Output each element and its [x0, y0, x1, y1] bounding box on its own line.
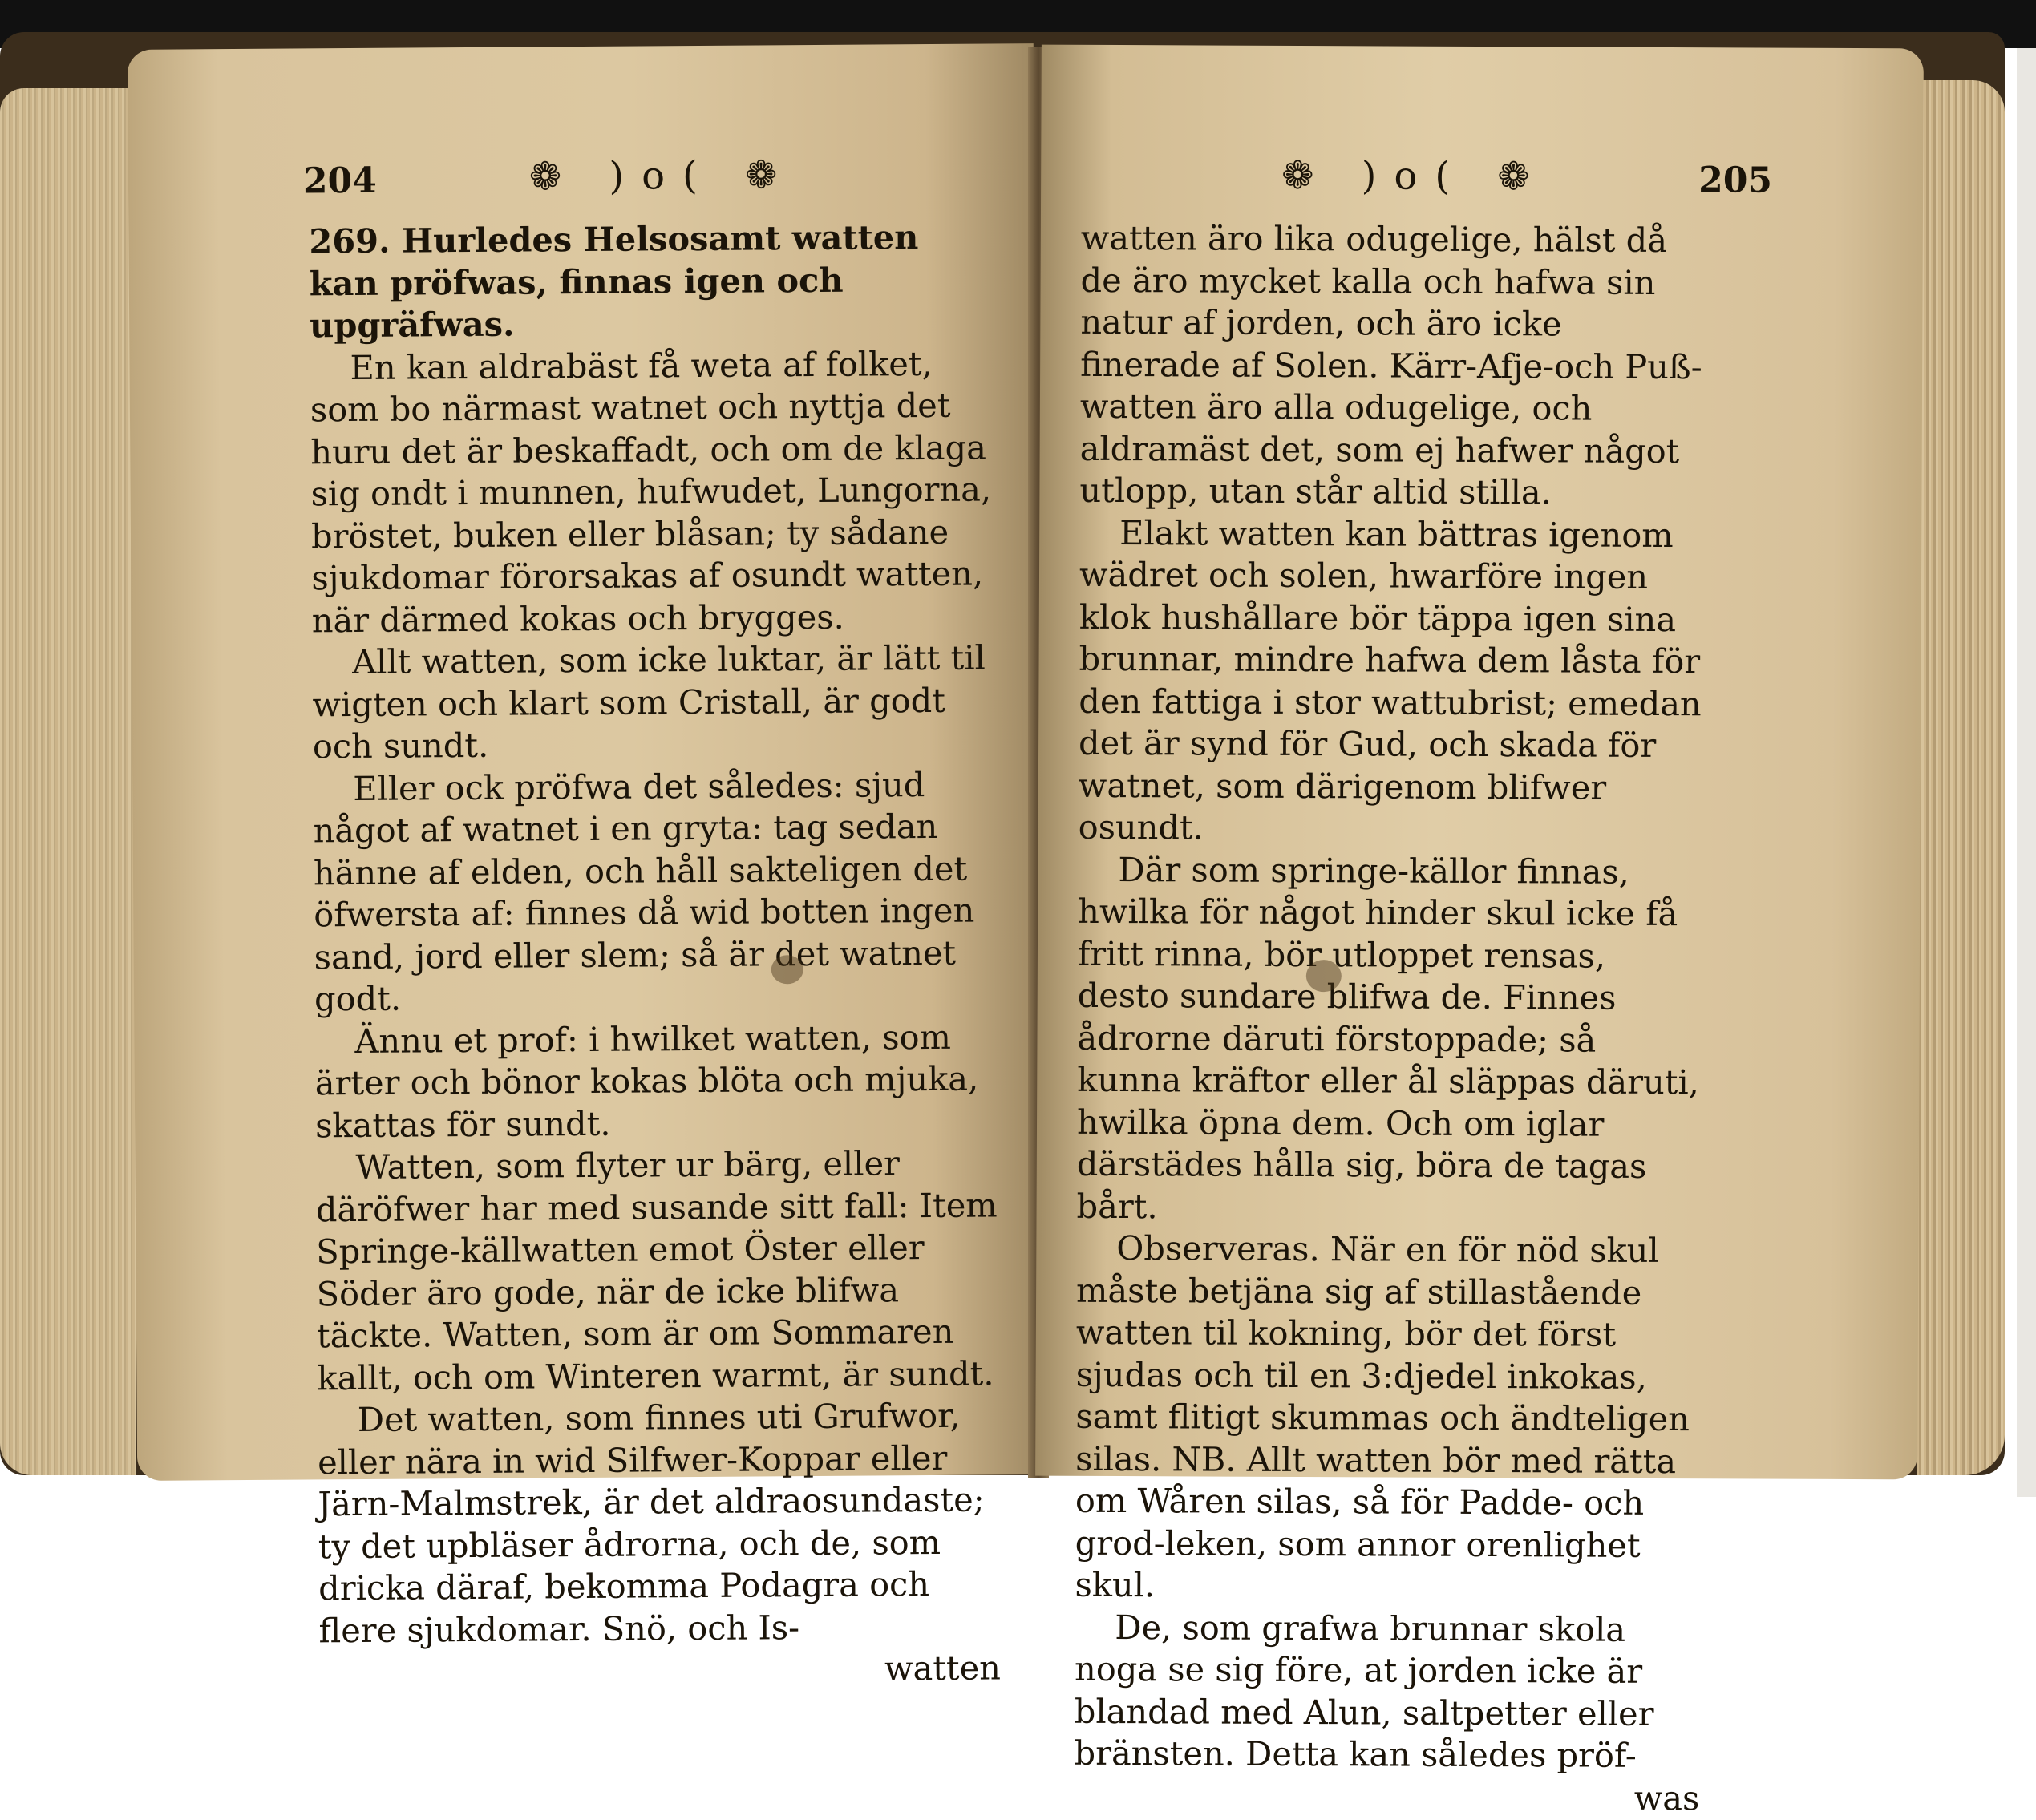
left-page [128, 43, 1043, 1689]
left-text-block [309, 216, 1001, 1693]
ink-stain [771, 955, 803, 984]
left-ornament: ❁ )o( ❁ [528, 152, 795, 200]
paragraph: Ännu et prof: i hwilket watten, som ärter och bönor kokas blöta och mjuka, skattas för sundt. [314, 1017, 979, 1145]
right-page-edges [1917, 80, 2005, 1475]
right-page [1035, 45, 1924, 1818]
right-running-head [1041, 152, 1923, 209]
paragraph: Där som springe-källor finnas, hwilka för något hinder skul icke få fritt rinna, bör utloppet rensas, desto sundare blifwa de. Finnes ådrorne däruti förstoppade; så kunna kräftor eller ål släppas däruti, hwilka öpna dem. Och om iglar därstädes hålla sig, böra de tagas bårt. [1076, 849, 1700, 1226]
left-running-head [128, 152, 1034, 210]
section-heading: 269. Hurledes Helsosamt watten kan pröfwas, finnas igen och upgräfwas. [309, 217, 919, 346]
paragraph: Eller ock pröfwa det således: sjud något af watnet i en gryta: tag sedan hänne af elden, och håll sakteligen det öfwersta af: finnes då wid botten ingen sand, jord eller slem; så är det watnet godt. [313, 764, 975, 1019]
paragraph: watten äro lika odugelige, hälst då de äro mycket kalla och hafwa sin natur af jorden, och äro icke finerade af Solen. Kärr-Afje-och Puß-watten äro alla odugelige, och aldramäst det, som ej hafwer något utlopp, utan står altid stilla. [1079, 217, 1702, 512]
catchword: watten [884, 1648, 1002, 1689]
left-page-number: 204 [302, 160, 377, 202]
paragraph: Allt watten, som icke luktar, är lätt til wigten och klart som Cristall, är godt och sundt. [312, 637, 986, 766]
paragraph: En kan aldrabäst få weta af folket, som bo närmast watnet och nyttja det huru det är beskaffadt, och om de klaga sig ondt i munnen, hufwudet, Lungorna, bröstet, buken eller blåsan; ty sådane sjukdomar förorsakas af osundt watten, när därmed kokas och brygges. [310, 343, 992, 640]
paragraph: Observeras. När en för nöd skul måste betjäna sig af stillastående watten til kokning, bör det först sjudas och til en 3:djedel inkokas, samt flitigt skummas och ändteligen silas. NB. Allt watten bör med rätta om Wåren silas, så för Padde- och grod-leken, som annor orenlighet skul. [1075, 1228, 1690, 1605]
paragraph: Watten, som flyter ur bärg, eller däröfwer har med susande sitt fall: Item Springe-källwatten emot Öster eller Söder äro gode, när de icke blifwa täckte. Watten, som är om Sommaren kallt, och om Winteren warmt, är sundt. [315, 1143, 998, 1397]
right-ornament: ❁ )o( ❁ [1281, 152, 1548, 200]
ink-stain [1306, 960, 1342, 992]
paragraph: Det watten, som finnes uti Grufwor, eller nära in wid Silfwer-Koppar eller Järn-Malmstrek, är det aldraosundaste; ty det upbläser ådrorna, och de, som dricka däraf, bekomma Podagra och flere sjukdomar. Snö, och Is- [317, 1395, 985, 1650]
left-page-edges [0, 88, 136, 1475]
right-text-block [1074, 217, 1706, 1819]
scan-side-border [2017, 48, 2036, 1497]
catchword: was [1633, 1778, 1700, 1818]
right-page-number: 205 [1698, 160, 1773, 201]
paragraph: De, som grafwa brunnar skola noga se sig före, at jorden icke är blandad med Alun, saltpetter eller bränsten. Detta kan således pröf- [1074, 1607, 1654, 1775]
paragraph: Elakt watten kan bättras igenom wädret och solen, hwarföre ingen klok hushållare bör täppa igen sina brunnar, mindre hafwa dem låsta för den fattiga i stor wattubrist; emedan det är synd för Gud, och skada för watnet, som därigenom blifwer osundt. [1078, 512, 1702, 847]
